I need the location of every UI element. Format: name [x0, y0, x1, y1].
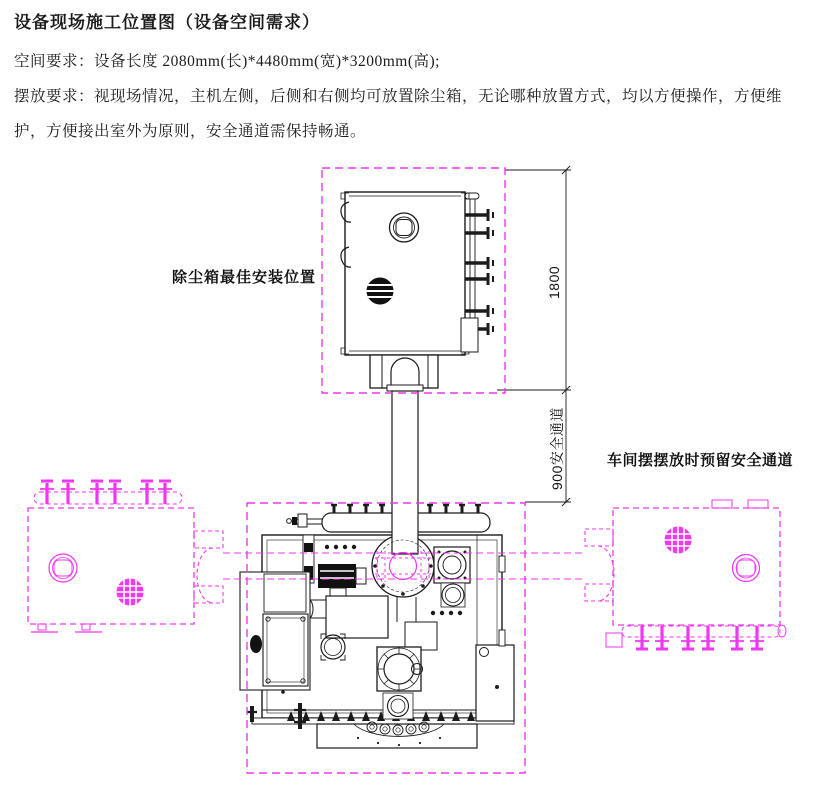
dust-collector-best-position-label: 除尘箱最佳安装位置: [172, 269, 317, 286]
right-alternative-position: [585, 500, 786, 649]
dust-collector-top: [341, 192, 493, 391]
safety-channel-dimension-label: 900安全通道: [549, 407, 565, 490]
workshop-safety-channel-label: 车间摆摆放时预留安全通道: [607, 452, 794, 469]
page-title: 设备现场施工位置图（设备空间需求）: [14, 13, 320, 32]
exhaust-duct: [392, 391, 418, 554]
valve-row-right: [465, 209, 493, 335]
height-dimension-label: 1800: [546, 265, 562, 299]
space-requirement-text: 空间要求：设备长度 2080mm(长)*4480mm(宽)*3200mm(高);: [14, 53, 440, 70]
placement-requirement-text: 摆放要求：视现场情况，主机左侧，后侧和右侧均可放置除尘箱，无论哪种放置方式，均以方便操作，方便维护，方便接出室外为原则，安全通道需保持畅通。: [14, 88, 783, 140]
left-alternative-position: [28, 481, 223, 632]
